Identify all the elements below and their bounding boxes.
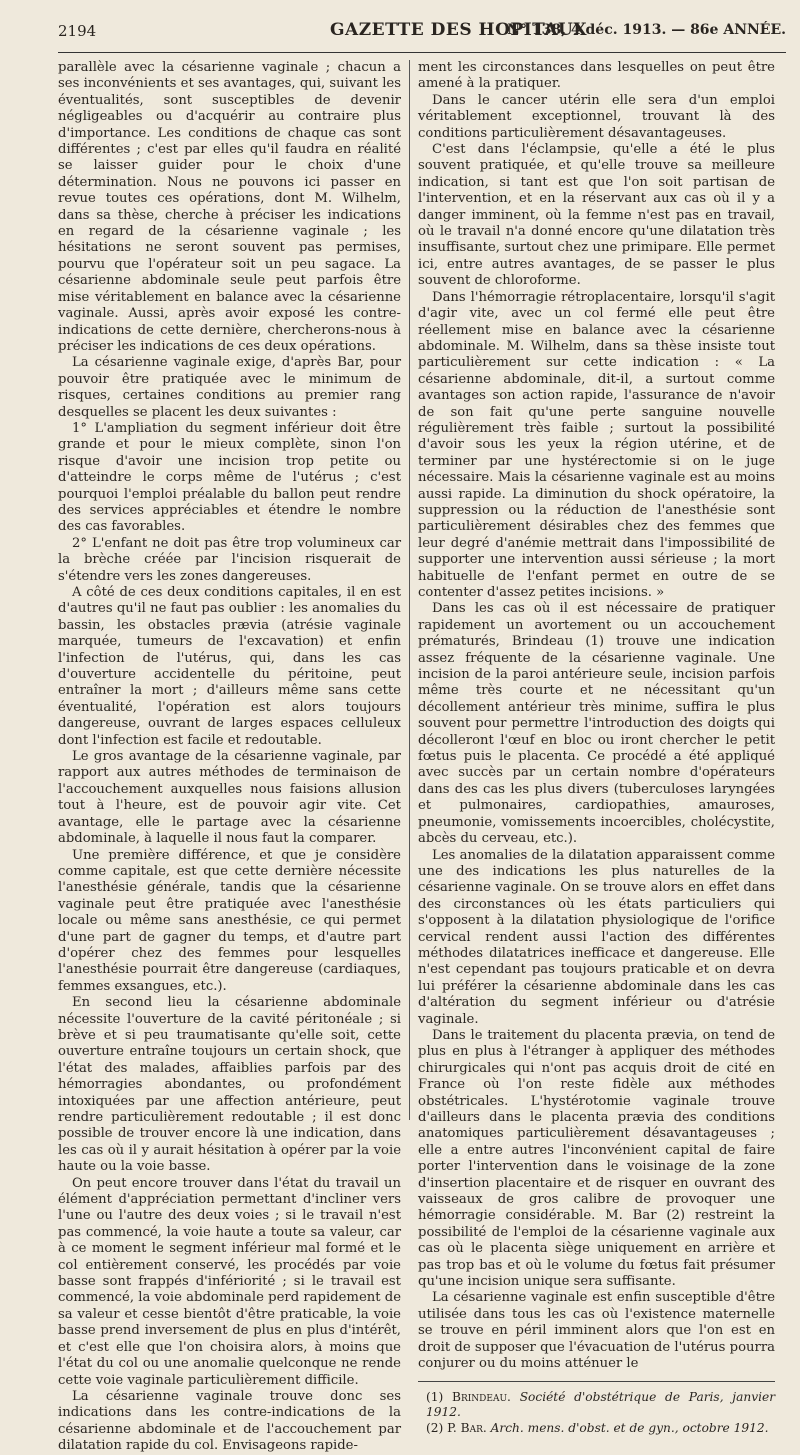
- footnote: [418, 1390, 775, 1421]
- paragraph: Le gros avantage de la césarienne vaginale, par rapport aux autres méthodes de terminaison de l'accouchement auxquelles nous faisions allusion tout à l'heure, est de pouvoir agir vite. Cet avantage, elle le partage avec la césarienne abdominale, à laquelle il nous faut la comparer.: [58, 749, 401, 847]
- paragraph: La césarienne vaginale trouve donc ses indications dans les contre-indications de la césarienne abdominale et de l'accouchement par dilatation rapide du col. Envisageons rapide-: [58, 1388, 401, 1454]
- paragraph: ment les circonstances dans lesquelles on peut être amené à la pratiquer.: [418, 60, 775, 92]
- page-number: 2194: [58, 22, 97, 40]
- page-header: [58, 16, 786, 53]
- paragraph: Dans les cas où il est nécessaire de pratiquer rapidement un avortement ou un accouchement prématurés, Brindeau (1) trouve une indication assez fréquente de la césarienne vaginale. Une incision de la paroi antérieure seule, incision parfois même très courte et ne nécessitant qu'un décollement antérieur très minime, suffira le plus souvent pour permettre l'introduction des doigts qui décolleront l'œuf en bloc ou iront chercher le petit fœtus puis le placenta. Ce procédé a été appliqué avec succès par un certain nombre d'opérateurs dans des cas les plus divers (tuberculoses laryngées et pulmonaires, cardiopathies, amauroses, pneumonie, vomissements incoercibles, cholécystite, abcès du cerveau, etc.).: [418, 601, 775, 847]
- journal-title: GAZETTE DES HOPITAUX: [330, 20, 588, 40]
- footnote-text: Arch. mens. d'obst. et de gyn., octobre 1912.: [490, 1420, 769, 1435]
- right-column: [418, 60, 775, 1436]
- paragraph: 2° L'enfant ne doit pas être trop volumineux car la brèche créée par l'incision risquerait de s'étendre vers les zones dangereuses.: [58, 535, 401, 584]
- paragraph: Les anomalies de la dilatation apparaissent comme une des indications les plus naturelles de la césarienne vaginale. On se trouve alors en effet dans des circonstances où les états particuliers qui s'opposent à la dilatation physiologique de l'orifice cervical rendent aussi l'action des différentes méthodes dilatatrices inefficace et dangereuse. Elle n'est cependant pas toujours praticable et on devra lui préférer la césarienne abdominale dans les cas d'altération du segment inférieur ou d'atrésie vaginale.: [418, 847, 775, 1027]
- paragraph: 1° L'ampliation du segment inférieur doit être grande et pour le mieux complète, sinon l'on risque d'avoir une incision trop petite ou d'atteindre le corps même de l'utérus ; c'est pourquoi l'emploi préalable du ballon peut rendre des services appréciables et étendre le nombre des cas favorables.: [58, 420, 401, 535]
- footnote-marker: (1): [426, 1389, 444, 1404]
- footnote-text: Société d'obstétrique de Paris, janvier 1912.: [426, 1389, 776, 1419]
- paragraph: Dans le traitement du placenta prævia, on tend de plus en plus à l'étranger à appliquer des méthodes chirurgicales qui n'ont pas acquis droit de cité en France où l'on reste fidèle aux méthodes obstétricales. L'hystérotomie vaginale trouve d'ailleurs dans le placenta prævia des conditions anatomiques particulièrement désavantageuses ; elle a entre autres l'inconvénient capital de faire porter l'intervention dans le voisinage de la zone d'insertion placentaire et de risquer en ouvrant des vaisseaux de gros calibre de provoquer une hémorragie considérable. M. Bar (2) restreint la possibilité de l'emploi de la césarienne vaginale aux cas où le placenta siège uniquement en arrière et pas trop bas et où le volume du fœtus fait présumer qu'une incision unique sera suffisante.: [418, 1027, 775, 1290]
- footnote-marker: (2): [426, 1420, 444, 1435]
- column-divider: [409, 60, 410, 1120]
- footnotes: [418, 1381, 775, 1437]
- issue-info: N° 138, 4 déc. 1913. — 86e ANNÉE.: [507, 22, 786, 38]
- paragraph: La césarienne vaginale est enfin susceptible d'être utilisée dans tous les cas où l'existence maternelle se trouve en péril imminent alors que l'on est en droit de supposer que l'évacuation de l'utérus pourra conjurer ou du moins atténuer le: [418, 1290, 775, 1372]
- paragraph: Dans le cancer utérin elle sera d'un emploi véritablement exceptionnel, trouvant là des conditions particulièrement désavantageuses.: [418, 92, 775, 141]
- left-column: [58, 60, 401, 1455]
- paragraph: On peut encore trouver dans l'état du travail un élément d'appréciation permettant d'incliner vers l'une ou l'autre des deux voies ; si le travail n'est pas commencé, la voie haute a toute sa valeur, car à ce moment le segment inférieur mal formé et le col entièrement conservé, les procédés par voie basse sont frappés d'infériorité ; si le travail est commencé, la voie abdominale perd rapidement de sa valeur et cesse bientôt d'être praticable, la voie basse prend inversement de plus en plus d'intérêt, et c'est elle que l'on choisira alors, à moins que l'état du col ou une anomalie quelconque ne rende cette voie vaginale particulièrement difficile.: [58, 1175, 401, 1388]
- footnote-author: P. Bar.: [447, 1420, 487, 1435]
- paragraph: A côté de ces deux conditions capitales, il en est d'autres qu'il ne faut pas oublier : les anomalies du bassin, les obstacles prævia (atrésie vaginale marquée, tumeurs de l'excavation) et enfin l'infection de l'utérus, qui, dans les cas d'ouverture accidentelle du péritoine, peut entraîner la mort ; d'ailleurs même sans cette éventualité, l'opération est alors toujours dangereuse, ouvrant de larges espaces celluleux dont l'infection est facile et redoutable.: [58, 585, 401, 748]
- footnote: [418, 1421, 775, 1437]
- paragraph: C'est dans l'éclampsie, qu'elle a été le plus souvent pratiquée, et qu'elle trouve sa meilleure indication, si tant est que l'on soit partisan de l'intervention, et en la réservant aux cas où il y a danger imminent, où la femme n'est pas en travail, où le travail n'a donné encore qu'une dilatation très insuffisante, surtout chez une primipare. Elle permet ici, entre autres avantages, de se passer le plus souvent de chloroforme.: [418, 142, 775, 289]
- paragraph: parallèle avec la césarienne vaginale ; chacun a ses inconvénients et ses avantages, qui, suivant les éventualités, sont susceptibles de devenir négligeables ou d'acquérir au contraire plus d'importance. Les conditions de chaque cas sont différentes ; c'est par elles qu'il faudra en réalité se laisser guider pour le choix d'une détermination. Nous ne pouvons ici passer en revue toutes ces opérations, dont M. Wilhelm, dans sa thèse, cherche à préciser les indications en regard de la césarienne vaginale ; les hésitations ne seront souvent pas permises, pourvu que l'opérateur soit un peu sagace. La césarienne abdominale seule peut parfois être mise véritablement en balance avec la césarienne vaginale. Aussi, après avoir exposé les contre-indications de cette dernière, chercherons-nous à préciser les indications de ces deux opérations.: [58, 60, 401, 354]
- paragraph: Une première différence, et que je considère comme capitale, est que cette dernière nécessite l'anesthésie générale, tandis que la césarienne vaginale peut être pratiquée avec l'anesthésie locale ou même sans anesthésie, ce qui permet d'une part de gagner du temps, et d'autre part d'opérer chez des femmes pour lesquelles l'anesthésie pourrait être dangereuse (cardiaques, femmes exsangues, etc.).: [58, 847, 401, 994]
- paragraph: Dans l'hémorragie rétroplacentaire, lorsqu'il s'agit d'agir vite, avec un col fermé elle peut être réellement mise en balance avec la césarienne abdominale. M. Wilhelm, dans sa thèse insiste tout particulièrement sur cette indication : « La césarienne abdominale, dit-il, a surtout comme avantages son action rapide, l'assurance de n'avoir de son fait qu'une perte sanguine nouvelle régulièrement très faible ; surtout la possibilité d'avoir sous les yeux la région utérine, et de terminer par une hystérectomie si on le juge nécessaire. Mais la césarienne vaginale est au moins aussi rapide. La diminution du shock opératoire, la suppression ou la réduction de l'anesthésie sont particulièrement désirables chez des femmes que leur degré d'anémie mettrait dans l'impossibilité de supporter une intervention aussi sérieuse ; la mort habituelle de l'enfant permet en outre de se contenter d'assez petites incisions. »: [418, 289, 775, 600]
- paragraph: En second lieu la césarienne abdominale nécessite l'ouverture de la cavité péritonéale ; si brève et si peu traumatisante qu'elle soit, cette ouverture entraîne toujours un certain shock, que l'état des malades, affaiblies parfois par des hémorragies abondantes, ou profondément intoxiquées par une affection antérieure, peut rendre particulièrement redoutable ; il est donc possible de trouver encore là une indication, dans les cas où il y aurait hésitation à opérer par la voie haute ou la voie basse.: [58, 995, 401, 1175]
- paragraph: La césarienne vaginale exige, d'après Bar, pour pouvoir être pratiquée avec le minimum de risques, certaines conditions au premier rang desquelles se placent les deux suivantes :: [58, 355, 401, 420]
- footnote-author: Brindeau.: [452, 1389, 511, 1404]
